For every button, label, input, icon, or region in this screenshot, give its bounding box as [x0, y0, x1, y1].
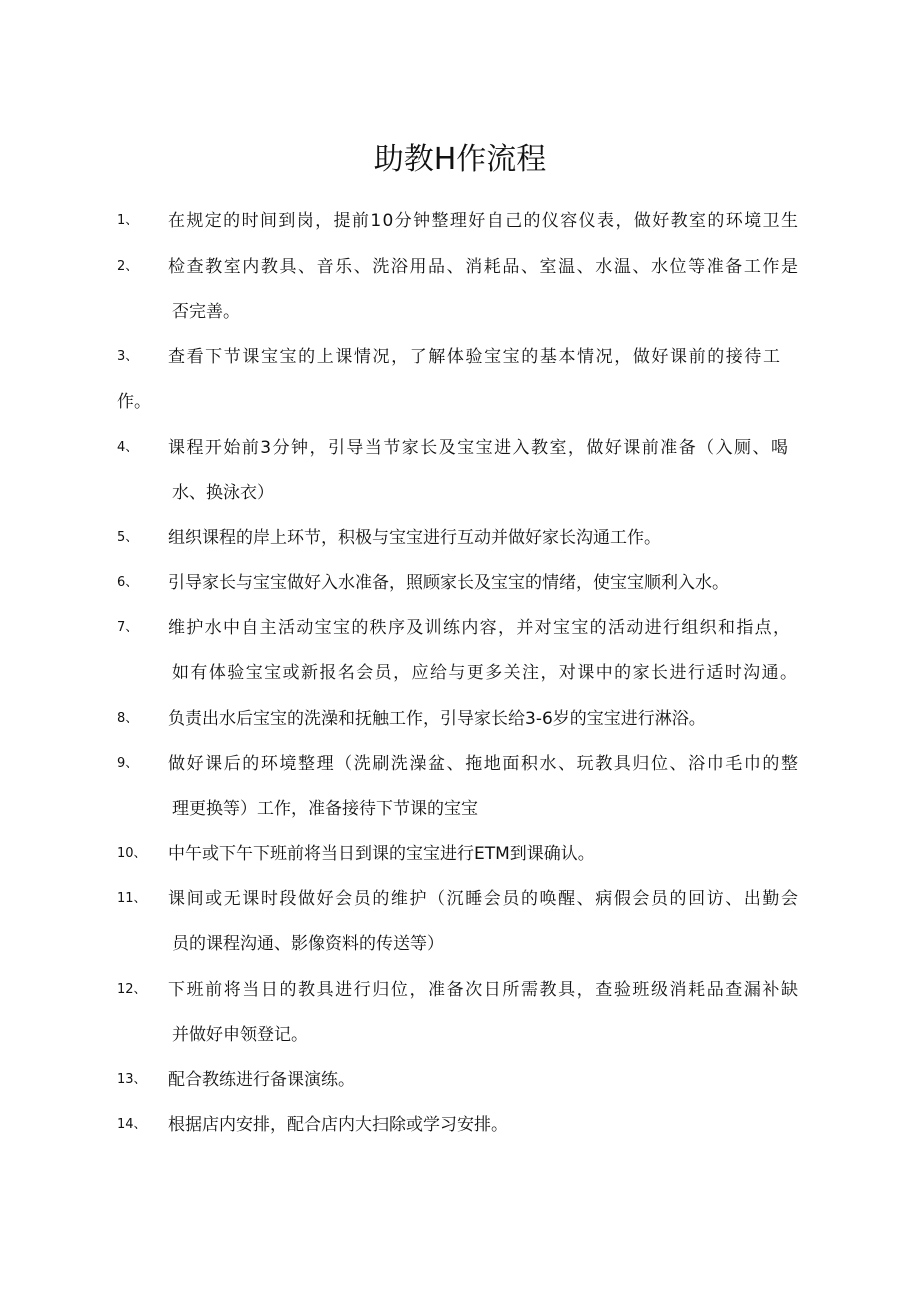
- item-text-line: 在规定的时间到岗，提前10分钟整理好自己的仪容仪表，做好教室的环境卫生: [168, 211, 800, 231]
- item-text-line: 引导家长与宝宝做好入水准备，照顾家长及宝宝的情绪，使宝宝顺利入水。: [168, 573, 729, 593]
- item-text-line: 配合教练进行备课演练。: [168, 1070, 355, 1090]
- item-number: 12、: [117, 982, 147, 997]
- item-text-line: 维护水中自主活动宝宝的秩序及训练内容，并对宝宝的活动进行组织和指点，: [168, 618, 792, 638]
- item-number: 9、: [117, 756, 139, 771]
- item-text-line: 如有体验宝宝或新报名会员，应给与更多关注，对课中的家长进行适时沟通。: [172, 663, 799, 683]
- item-text-line: 下班前将当日的教具进行归位，准备次日所需教具，查验班级消耗品查漏补缺: [168, 980, 800, 1000]
- item-text-line: 根据店内安排，配合店内大扫除或学习安排。: [168, 1115, 508, 1135]
- item-number: 8、: [117, 711, 139, 726]
- item-text-line: 水、换泳衣）: [172, 483, 274, 503]
- item-text-line: 否完善。: [172, 302, 240, 322]
- item-text-line: 组织课程的岸上环节，积极与宝宝进行互动并做好家长沟通工作。: [168, 528, 661, 548]
- item-text-line: 理更换等）工作，准备接待下节课的宝宝: [172, 799, 478, 819]
- page-title: 助教H作流程: [373, 142, 547, 177]
- item-number: 10、: [117, 846, 147, 861]
- item-text-line: 课间或无课时段做好会员的维护（沉睡会员的唤醒、病假会员的回访、出勤会: [168, 889, 800, 909]
- item-number: 6、: [117, 575, 139, 590]
- item-text-line: 中午或下午下班前将当日到课的宝宝进行ETM到课确认。: [168, 844, 595, 864]
- item-number: 4、: [117, 440, 139, 455]
- item-number: 14、: [117, 1117, 147, 1132]
- item-text-line: 员的课程沟通、影像资料的传送等）: [172, 934, 444, 954]
- item-number: 2、: [117, 259, 139, 274]
- item-number: 1、: [117, 213, 139, 228]
- item-text-line: 作。: [117, 392, 151, 412]
- item-text-line: 课程开始前3分钟，引导当节家长及宝宝进入教室，做好课前准备（入厕、喝: [168, 438, 790, 458]
- item-number: 13、: [117, 1072, 147, 1087]
- item-number: 7、: [117, 620, 139, 635]
- item-number: 3、: [117, 349, 139, 364]
- item-number: 11、: [117, 891, 147, 906]
- item-number: 5、: [117, 530, 139, 545]
- item-text-line: 负责出水后宝宝的洗澡和抚触工作，引导家长给3-6岁的宝宝进行淋浴。: [168, 709, 706, 729]
- item-text-line: 查看下节课宝宝的上课情况，了解体验宝宝的基本情况，做好课前的接待工: [168, 347, 782, 367]
- item-text-line: 做好课后的环境整理（洗刷洗澡盆、拖地面积水、玩教具归位、浴巾毛巾的整: [168, 754, 800, 774]
- item-text-line: 检查教室内教具、音乐、洗浴用品、消耗品、室温、水温、水位等准备工作是: [168, 257, 800, 277]
- item-text-line: 并做好申领登记。: [172, 1025, 308, 1045]
